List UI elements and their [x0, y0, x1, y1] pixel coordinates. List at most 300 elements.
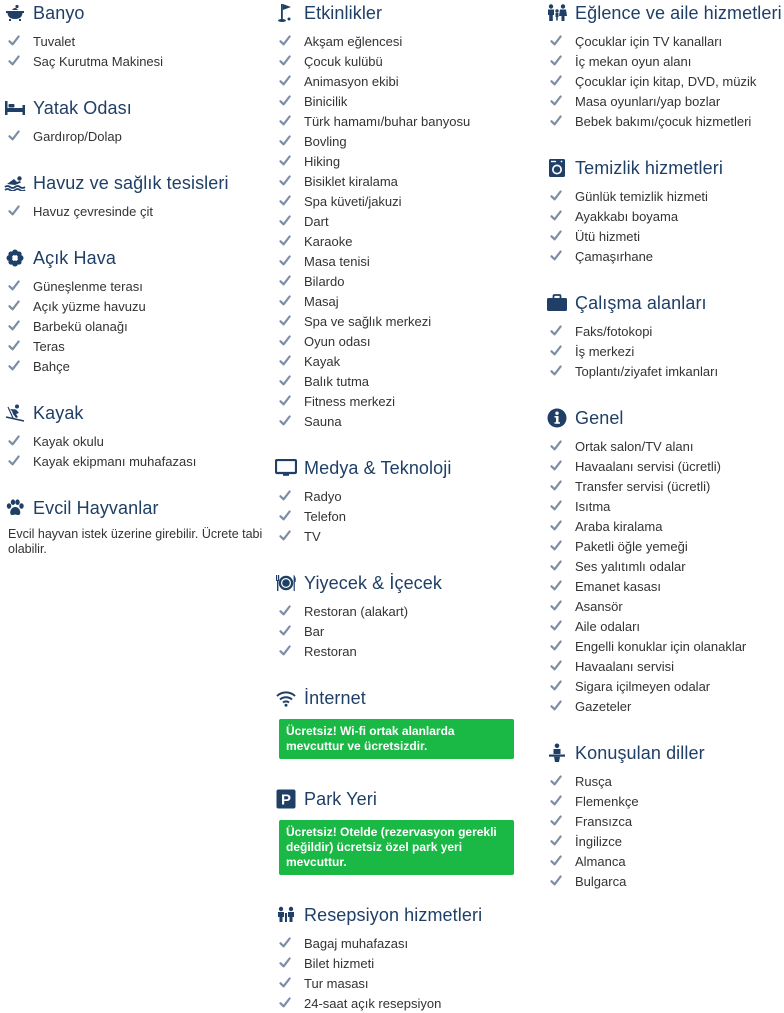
facility-label: TV	[304, 528, 321, 544]
checkmark-icon	[550, 620, 562, 632]
facility-label: Günlük temizlik hizmeti	[575, 188, 708, 204]
facility-label: Ayakkabı boyama	[575, 208, 679, 224]
checkmark-icon	[550, 190, 562, 202]
facility-label: Güneşlenme terası	[33, 278, 143, 294]
checkmark-icon	[550, 500, 562, 512]
facility-label: Ortak salon/TV alanı	[575, 438, 694, 454]
briefcase-icon	[546, 292, 568, 314]
facility-item	[4, 336, 266, 356]
section-title: Resepsiyon hizmetleri	[304, 904, 483, 925]
facility-item	[4, 356, 266, 376]
facility-item	[546, 536, 782, 556]
facility-item	[546, 831, 782, 851]
facility-list	[546, 436, 782, 716]
free-highlight-box	[279, 820, 514, 875]
facility-item	[275, 331, 537, 351]
facility-label: Havaalanı servisi (ücretli)	[575, 458, 721, 474]
facility-item	[546, 636, 782, 656]
checkmark-icon	[550, 250, 562, 262]
facility-item	[275, 111, 537, 131]
section-yiyecek	[275, 570, 537, 661]
facility-label: Araba kiralama	[575, 518, 663, 534]
facility-item	[546, 226, 782, 246]
section-evcil	[4, 495, 266, 557]
checkmark-icon	[550, 560, 562, 572]
checkmark-icon	[279, 275, 291, 287]
facility-item	[546, 246, 782, 266]
facility-item	[546, 31, 782, 51]
free-description: Otelde (rezervasyon gerekli değildir) ücretsiz özel park yeri mevcuttur.	[286, 825, 497, 869]
checkmark-icon	[550, 815, 562, 827]
section-title: Çalışma alanları	[575, 292, 707, 313]
facility-label: Türk hamamı/buhar banyosu	[304, 113, 471, 129]
facility-label: Dart	[304, 213, 329, 229]
facility-label: Saç Kurutma Makinesi	[33, 53, 164, 69]
section-title: Medya & Teknoloji	[304, 457, 452, 478]
facility-item	[275, 191, 537, 211]
checkmark-icon	[279, 95, 291, 107]
checkmark-icon	[550, 35, 562, 47]
bathtub-icon	[4, 2, 26, 24]
checkmark-icon	[279, 195, 291, 207]
checkmark-icon	[550, 600, 562, 612]
checkmark-icon	[550, 75, 562, 87]
facility-item	[546, 361, 782, 381]
checkmark-icon	[550, 480, 562, 492]
checkmark-icon	[550, 540, 562, 552]
facility-list	[275, 31, 537, 431]
svg-text:P: P	[280, 791, 292, 809]
facility-label: Flemenkçe	[575, 793, 639, 809]
free-label: Ücretsiz!	[286, 825, 337, 839]
facility-label: Isıtma	[575, 498, 611, 514]
free-description: Wi-fi ortak alanlarda mevcuttur ve ücretsizdir.	[286, 724, 455, 753]
section-header	[275, 786, 537, 812]
facility-label: Akşam eğlencesi	[304, 33, 403, 49]
checkmark-icon	[279, 395, 291, 407]
section-title: Konuşulan diller	[575, 742, 705, 763]
facility-item	[275, 31, 537, 51]
section-title: Kayak	[33, 402, 84, 423]
facility-item	[546, 51, 782, 71]
section-header	[4, 400, 266, 426]
facility-label: Oyun odası	[304, 333, 371, 349]
facility-label: İş merkezi	[575, 343, 635, 359]
tv-icon	[275, 457, 297, 479]
facility-item	[275, 526, 537, 546]
section-kayak	[4, 400, 266, 471]
checkmark-icon	[279, 997, 291, 1009]
facility-label: Gardırop/Dolap	[33, 128, 122, 144]
paw-icon	[4, 497, 26, 519]
facility-item	[546, 496, 782, 516]
checkmark-icon	[279, 355, 291, 367]
facility-label: 24-saat açık resepsiyon	[304, 995, 442, 1011]
checkmark-icon	[8, 320, 20, 332]
free-label: Ücretsiz!	[286, 724, 337, 738]
checkmark-icon	[279, 625, 291, 637]
facility-item	[546, 476, 782, 496]
facility-item	[275, 506, 537, 526]
facility-label: Bebek bakımı/çocuk hizmetleri	[575, 113, 752, 129]
facility-label: Karaoke	[304, 233, 353, 249]
facility-label: Kayak	[304, 353, 341, 369]
facility-label: İngilizce	[575, 833, 622, 849]
skier-icon	[4, 402, 26, 424]
checkmark-icon	[279, 315, 291, 327]
section-header	[546, 0, 782, 26]
facility-item	[546, 576, 782, 596]
checkmark-icon	[550, 520, 562, 532]
section-title: Genel	[575, 407, 624, 428]
facility-label: Spa ve sağlık merkezi	[304, 313, 432, 329]
facility-list	[4, 31, 266, 71]
section-header	[4, 245, 266, 271]
facility-item	[275, 131, 537, 151]
facility-item	[4, 276, 266, 296]
facility-label: Bulgarca	[575, 873, 627, 889]
checkmark-icon	[8, 205, 20, 217]
facility-item	[4, 51, 266, 71]
washing-machine-icon	[546, 157, 568, 179]
facility-item	[275, 641, 537, 661]
facility-item	[546, 676, 782, 696]
checkmark-icon	[279, 530, 291, 542]
facility-item	[546, 111, 782, 131]
facility-list	[4, 201, 266, 221]
facility-item	[275, 171, 537, 191]
checkmark-icon	[550, 365, 562, 377]
facility-item	[275, 993, 537, 1013]
section-header	[275, 570, 537, 596]
facility-label: Bahçe	[33, 358, 70, 374]
facility-item	[546, 696, 782, 716]
facility-item	[275, 973, 537, 993]
checkmark-icon	[550, 660, 562, 672]
facility-label: Teras	[33, 338, 65, 354]
facility-item	[546, 791, 782, 811]
facility-item	[275, 91, 537, 111]
golf-flag-icon	[275, 2, 297, 24]
facility-item	[275, 953, 537, 973]
section-title: Eğlence ve aile hizmetleri	[575, 2, 782, 23]
facility-item	[4, 201, 266, 221]
facility-item	[546, 656, 782, 676]
facility-label: Transfer servisi (ücretli)	[575, 478, 711, 494]
section-title: Park Yeri	[304, 788, 377, 809]
facility-list	[546, 771, 782, 891]
facility-item	[546, 341, 782, 361]
facility-item	[275, 371, 537, 391]
facility-item	[546, 596, 782, 616]
checkmark-icon	[279, 375, 291, 387]
facility-item	[546, 516, 782, 536]
facility-label: Çocuk kulübü	[304, 53, 383, 69]
facility-label: Çamaşırhane	[575, 248, 654, 264]
section-internet	[275, 685, 537, 759]
facility-item	[275, 621, 537, 641]
facility-label: Faks/fotokopi	[575, 323, 653, 339]
flower-icon	[4, 247, 26, 269]
facility-item	[275, 251, 537, 271]
section-title: Yiyecek & İçecek	[304, 572, 442, 593]
facility-label: Paketli öğle yemeği	[575, 538, 688, 554]
facility-item	[546, 71, 782, 91]
facility-label: Kayak okulu	[33, 433, 104, 449]
swimming-icon	[4, 172, 26, 194]
facility-item	[546, 556, 782, 576]
checkmark-icon	[8, 360, 20, 372]
section-medya	[275, 455, 537, 546]
checkmark-icon	[8, 455, 20, 467]
facility-item	[546, 851, 782, 871]
facility-label: Fransızca	[575, 813, 633, 829]
checkmark-icon	[279, 605, 291, 617]
section-temizlik	[546, 155, 782, 266]
facility-item	[275, 51, 537, 71]
checkmark-icon	[8, 280, 20, 292]
section-header	[4, 495, 266, 521]
section-etkinlik	[275, 0, 537, 431]
section-header	[275, 685, 537, 711]
facility-label: Fitness merkezi	[304, 393, 396, 409]
checkmark-icon	[550, 325, 562, 337]
section-header	[4, 0, 266, 26]
section-header	[275, 455, 537, 481]
checkmark-icon	[279, 155, 291, 167]
facility-label: Balık tutma	[304, 373, 370, 389]
facility-label: Gazeteler	[575, 698, 632, 714]
section-genel	[546, 405, 782, 716]
checkmark-icon	[279, 977, 291, 989]
section-banyo	[4, 0, 266, 71]
plate-icon	[275, 572, 297, 594]
section-note: Evcil hayvan istek üzerine girebilir. Ücrete tabi olabilir.	[8, 527, 263, 556]
facility-label: Sauna	[304, 413, 342, 429]
speaker-person-icon	[546, 742, 568, 764]
facility-label: Ütü hizmeti	[575, 228, 641, 244]
checkmark-icon	[279, 255, 291, 267]
facility-item	[546, 321, 782, 341]
checkmark-icon	[550, 775, 562, 787]
section-park	[275, 786, 537, 875]
facility-label: Tuvalet	[33, 33, 76, 49]
facility-label: Hiking	[304, 153, 341, 169]
checkmark-icon	[279, 135, 291, 147]
facility-label: Restoran	[304, 643, 357, 659]
facility-label: Kayak ekipmanı muhafazası	[33, 453, 197, 469]
checkmark-icon	[279, 957, 291, 969]
facility-item	[275, 486, 537, 506]
facility-label: Bisiklet kiralama	[304, 173, 398, 189]
checkmark-icon	[8, 300, 20, 312]
parking-icon	[275, 788, 297, 810]
facility-label: Emanet kasası	[575, 578, 661, 594]
facility-label: Engelli konuklar için olanaklar	[575, 638, 747, 654]
facility-item	[546, 456, 782, 476]
checkmark-icon	[279, 55, 291, 67]
section-eglence	[546, 0, 782, 131]
facility-label: Almanca	[575, 853, 626, 869]
checkmark-icon	[550, 440, 562, 452]
facility-label: Aile odaları	[575, 618, 641, 634]
facility-label: Animasyon ekibi	[304, 73, 399, 89]
section-title: Yatak Odası	[33, 97, 132, 118]
section-title: Evcil Hayvanlar	[33, 497, 159, 518]
facility-list	[546, 321, 782, 381]
facility-list	[4, 126, 266, 146]
facility-label: Telefon	[304, 508, 346, 524]
checkmark-icon	[279, 175, 291, 187]
facility-item	[4, 451, 266, 471]
facility-list	[546, 186, 782, 266]
facility-list	[4, 276, 266, 376]
facility-label: Binicilik	[304, 93, 348, 109]
facility-item	[275, 271, 537, 291]
checkmark-icon	[550, 55, 562, 67]
checkmark-icon	[550, 460, 562, 472]
checkmark-icon	[550, 640, 562, 652]
section-diller	[546, 740, 782, 891]
facility-label: Masa oyunları/yap bozlar	[575, 93, 721, 109]
section-header	[275, 902, 537, 928]
family-icon	[546, 2, 568, 24]
checkmark-icon	[279, 115, 291, 127]
checkmark-icon	[8, 340, 20, 352]
section-header	[4, 95, 266, 121]
checkmark-icon	[279, 235, 291, 247]
facility-item	[275, 231, 537, 251]
section-title: Havuz ve sağlık tesisleri	[33, 172, 229, 193]
facility-label: Masaj	[304, 293, 339, 309]
checkmark-icon	[279, 35, 291, 47]
facility-item	[4, 31, 266, 51]
section-title: İnternet	[304, 687, 366, 708]
facility-list	[546, 31, 782, 131]
section-header	[4, 170, 266, 196]
facility-label: Bagaj muhafazası	[304, 935, 409, 951]
checkmark-icon	[279, 510, 291, 522]
checkmark-icon	[550, 680, 562, 692]
facility-label: Bilardo	[304, 273, 345, 289]
facility-item	[4, 296, 266, 316]
checkmark-icon	[550, 345, 562, 357]
info-icon	[546, 407, 568, 429]
facility-item	[275, 71, 537, 91]
facility-item	[275, 311, 537, 331]
checkmark-icon	[550, 855, 562, 867]
reception-icon	[275, 904, 297, 926]
bed-icon	[4, 97, 26, 119]
checkmark-icon	[279, 490, 291, 502]
facility-item	[4, 316, 266, 336]
facility-label: Ses yalıtımlı odalar	[575, 558, 686, 574]
section-acik	[4, 245, 266, 376]
checkmark-icon	[279, 335, 291, 347]
section-header	[546, 405, 782, 431]
facility-item	[275, 601, 537, 621]
checkmark-icon	[550, 700, 562, 712]
facility-list	[275, 933, 537, 1013]
checkmark-icon	[279, 415, 291, 427]
checkmark-icon	[550, 95, 562, 107]
facility-item	[546, 871, 782, 891]
checkmark-icon	[550, 210, 562, 222]
facility-item	[4, 126, 266, 146]
facility-label: Tur masası	[304, 975, 369, 991]
facility-item	[275, 151, 537, 171]
facility-label: Radyo	[304, 488, 342, 504]
section-havuz	[4, 170, 266, 221]
facility-label: Restoran (alakart)	[304, 603, 409, 619]
checkmark-icon	[8, 435, 20, 447]
facility-item	[275, 391, 537, 411]
section-title: Etkinlikler	[304, 2, 383, 23]
facility-label: Bovling	[304, 133, 347, 149]
facility-label: Çocuklar için kitap, DVD, müzik	[575, 73, 757, 89]
facility-label: İç mekan oyun alanı	[575, 53, 692, 69]
checkmark-icon	[550, 115, 562, 127]
facility-label: Spa küveti/jakuzi	[304, 193, 402, 209]
facility-label: Bilet hizmeti	[304, 955, 375, 971]
section-calisma	[546, 290, 782, 381]
checkmark-icon	[279, 75, 291, 87]
facility-label: Havuz çevresinde çit	[33, 203, 153, 219]
facility-item	[546, 436, 782, 456]
facility-label: Barbekü olanağı	[33, 318, 128, 334]
checkmark-icon	[550, 230, 562, 242]
checkmark-icon	[550, 835, 562, 847]
facility-label: Bar	[304, 623, 325, 639]
checkmark-icon	[279, 215, 291, 227]
facility-item	[546, 186, 782, 206]
facility-item	[546, 811, 782, 831]
checkmark-icon	[279, 295, 291, 307]
checkmark-icon	[279, 937, 291, 949]
facility-item	[275, 211, 537, 231]
section-header	[546, 290, 782, 316]
wifi-icon	[275, 687, 297, 709]
checkmark-icon	[279, 645, 291, 657]
checkmark-icon	[550, 580, 562, 592]
facility-item	[546, 616, 782, 636]
section-yatak	[4, 95, 266, 146]
facility-item	[275, 291, 537, 311]
facility-item	[546, 206, 782, 226]
checkmark-icon	[8, 35, 20, 47]
facility-list	[275, 601, 537, 661]
facility-label: Sigara içilmeyen odalar	[575, 678, 711, 694]
facility-item	[4, 431, 266, 451]
checkmark-icon	[8, 130, 20, 142]
checkmark-icon	[550, 795, 562, 807]
free-highlight-box	[279, 719, 514, 759]
facility-item	[275, 933, 537, 953]
facility-list	[4, 431, 266, 471]
facility-item	[275, 411, 537, 431]
section-header	[546, 155, 782, 181]
section-title: Temizlik hizmetleri	[575, 157, 723, 178]
facility-item	[546, 771, 782, 791]
facility-label: Çocuklar için TV kanalları	[575, 33, 723, 49]
facility-item	[275, 351, 537, 371]
checkmark-icon	[8, 55, 20, 67]
facility-label: Asansör	[575, 598, 623, 614]
section-header	[546, 740, 782, 766]
facility-label: Toplantı/ziyafet imkanları	[575, 363, 719, 379]
checkmark-icon	[550, 875, 562, 887]
section-resepsiyon	[275, 902, 537, 1013]
